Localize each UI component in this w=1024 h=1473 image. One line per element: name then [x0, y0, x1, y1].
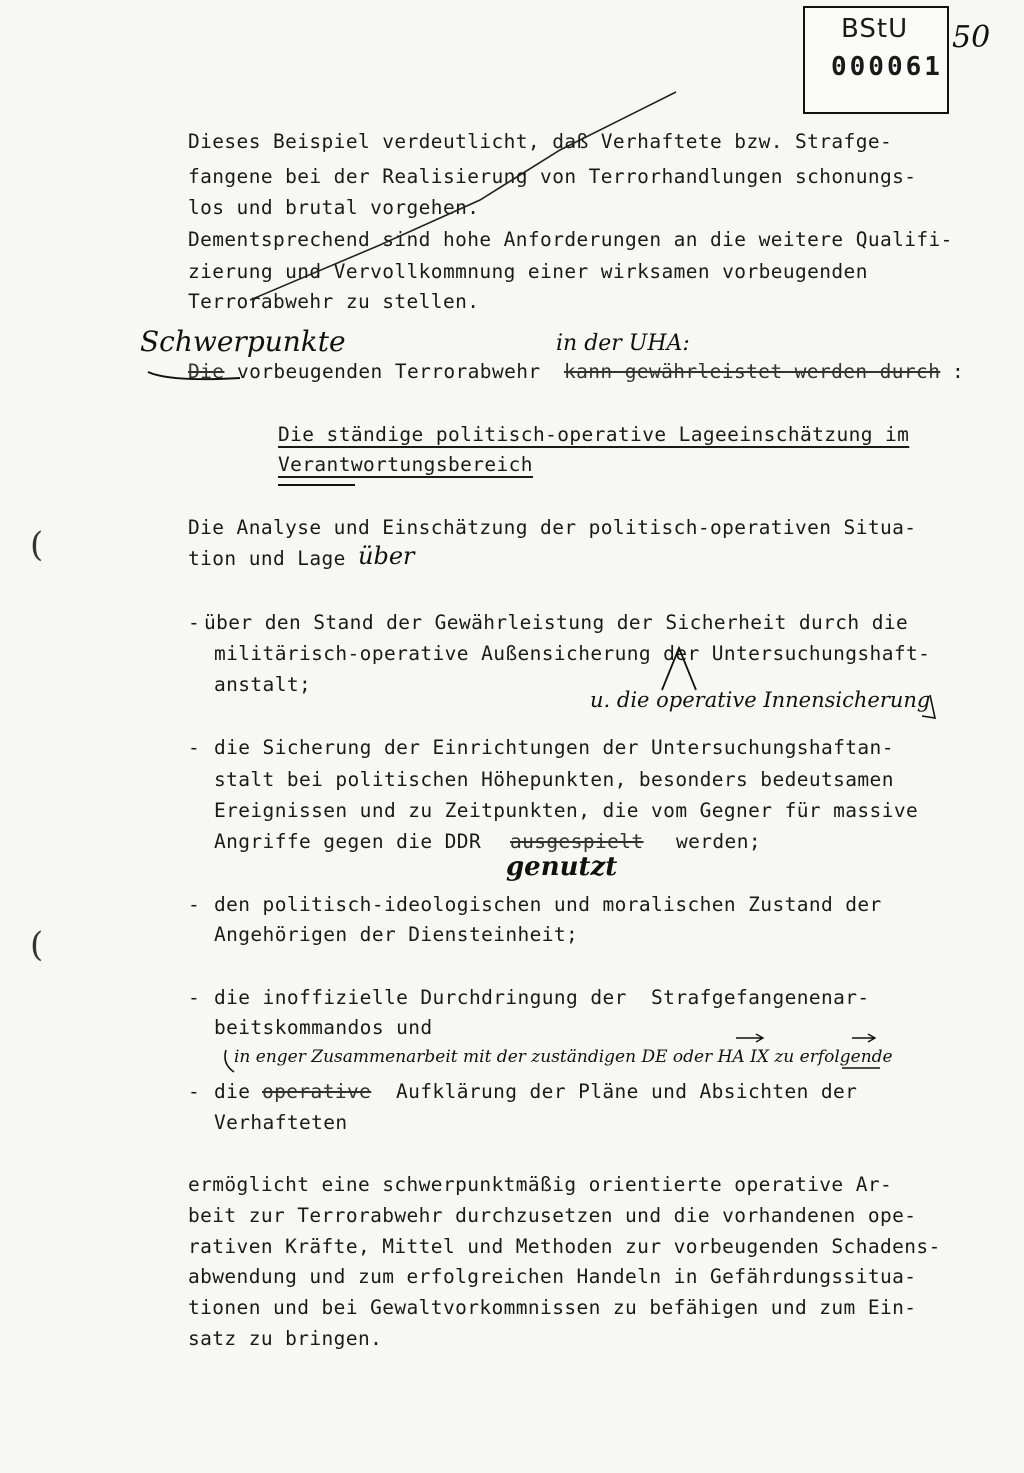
text-line: Dieses Beispiel verdeutlicht, daß Verhaftete bzw. Strafge-	[188, 130, 893, 153]
list-item-line: stalt bei politischen Höhepunkten, besonders bedeutsamen	[214, 768, 894, 791]
list-item-line: die	[214, 1080, 251, 1103]
bullet-dash: -	[188, 1080, 200, 1103]
text-line: Terrorabwehr zu stellen.	[188, 290, 480, 313]
subheading-line: Verantwortungsbereich	[278, 453, 533, 476]
text-line: abwendung und zum erfolgreichen Handeln in Gefährdungssitua-	[188, 1265, 917, 1288]
text-line: Dementsprechend sind hohe Anforderungen an die weitere Qualifi-	[188, 228, 953, 251]
bullet-dash: -	[188, 736, 200, 759]
list-item-line: den politisch-ideologischen und moralischen Zustand der	[214, 893, 882, 916]
heading-underline-stroke	[148, 372, 240, 379]
list-item-line: anstalt;	[214, 673, 312, 696]
closing-bracket-stroke	[922, 695, 935, 718]
text-line: fangene bei der Realisierung von Terrorhandlungen schonungs-	[188, 165, 917, 188]
text-line: beit zur Terrorabwehr durchzusetzen und die vorhandenen ope-	[188, 1204, 917, 1227]
list-item-line: Angehörigen der Diensteinheit;	[214, 923, 579, 946]
list-item-line: Ereignissen und zu Zeitpunkten, die vom Gegner für massive	[214, 799, 919, 822]
struck-word: operative	[262, 1080, 372, 1103]
list-item-line: Aufklärung der Pläne und Absichten der	[396, 1080, 858, 1103]
text-line: tionen und bei Gewaltvorkommnissen zu befähigen und zum Ein-	[188, 1296, 917, 1319]
struck-article: Die	[188, 360, 225, 383]
margin-mark: (	[30, 525, 44, 565]
diagonal-strike-line	[250, 92, 676, 300]
text-line: ermöglicht eine schwerpunktmäßig orientierte operative Ar-	[188, 1173, 893, 1196]
handwritten-insert: genutzt	[506, 852, 618, 882]
struck-word: ausgespielt	[510, 830, 644, 853]
bullet-dash: -	[188, 986, 200, 1009]
list-item-line: werden;	[676, 830, 761, 853]
text-line: zierung und Vervollkommnung einer wirksamen vorbeugenden	[188, 260, 868, 283]
insertion-caret	[662, 648, 696, 690]
handwritten-page-number: 50	[952, 20, 991, 55]
stamp-document-number: 000061	[831, 52, 943, 82]
opening-bracket-stroke	[225, 1050, 234, 1072]
text-line: satz zu bringen.	[188, 1327, 383, 1350]
list-item-line: Verhafteten	[214, 1111, 348, 1134]
arrow-mark	[736, 1034, 763, 1042]
stamp-archive-label: BStU	[841, 14, 909, 44]
list-item-line: militärisch-operative Außensicherung der Untersuchungshaft-	[214, 642, 931, 665]
list-item-line: Angriffe gegen die DDR	[214, 830, 482, 853]
text-line: Die Analyse und Einschätzung der politisch-operativen Situa-	[188, 516, 917, 539]
bullet-dash: -	[188, 893, 200, 916]
heading-text: vorbeugenden Terrorabwehr	[237, 360, 541, 383]
handwritten-insert: u. die operative Innensicherung	[590, 688, 931, 712]
list-item-line: beitskommandos und	[214, 1016, 433, 1039]
handwritten-insert: in enger Zusammenarbeit mit der zuständigen DE oder HA IX zu erfolgende	[234, 1047, 893, 1067]
margin-mark: (	[30, 925, 44, 965]
text-line: los und brutal vorgehen.	[188, 196, 480, 219]
struck-heading-text: kann gewährleistet werden durch	[564, 360, 941, 383]
list-item-line: die inoffizielle Durchdringung der Strafgefangenenar-	[214, 986, 870, 1009]
handwritten-heading-prefix: Schwerpunkte	[140, 325, 346, 358]
text-line: tion und Lage	[188, 547, 346, 570]
bullet-dash: -	[188, 611, 200, 634]
heading-colon: :	[952, 360, 965, 383]
arrow-mark	[852, 1034, 875, 1042]
list-item-line: über den Stand der Gewährleistung der Sicherheit durch die	[204, 611, 909, 634]
list-item-line: die Sicherung der Einrichtungen der Untersuchungshaftan-	[214, 736, 894, 759]
text-line: rativen Kräfte, Mittel und Methoden zur vorbeugenden Schadens-	[188, 1235, 941, 1258]
handwritten-insert: in der UHA:	[556, 331, 690, 356]
handwritten-ueber: über	[358, 542, 415, 570]
subheading-line: Die ständige politisch-operative Lageeinschätzung im	[278, 423, 910, 446]
